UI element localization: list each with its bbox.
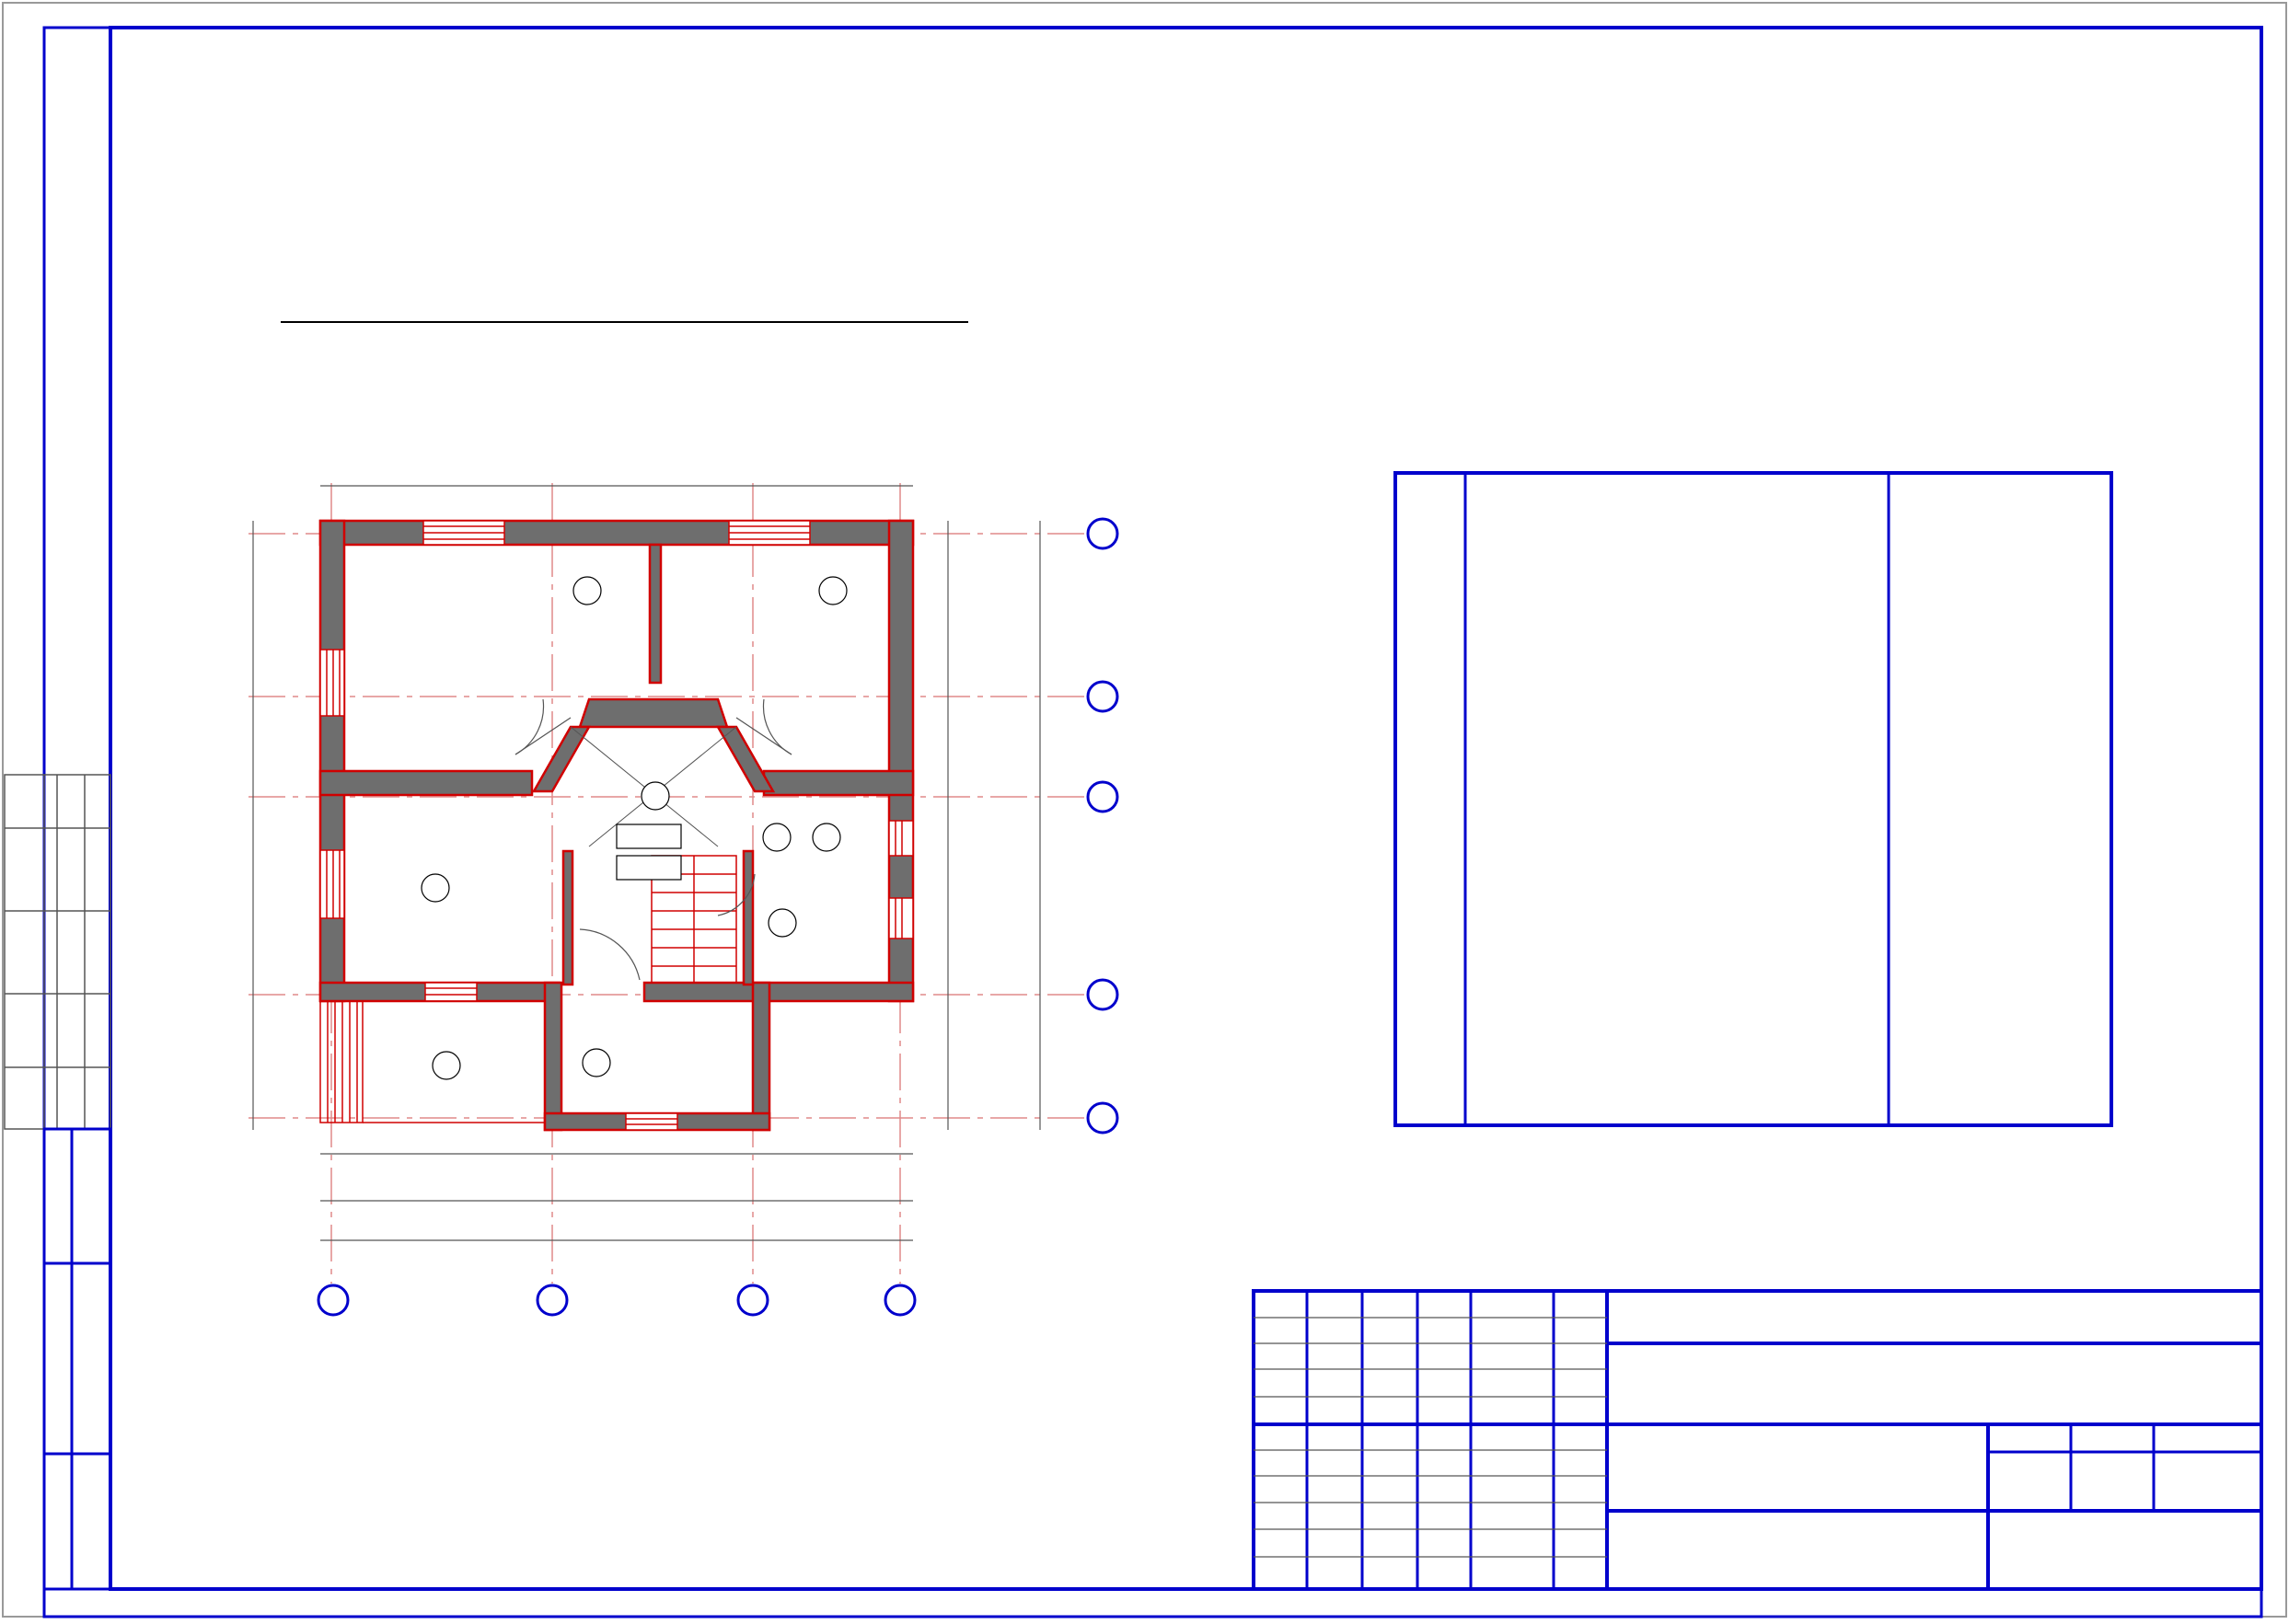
axis-guides bbox=[249, 483, 1086, 1284]
side-stamp bbox=[44, 1129, 110, 1589]
floor-plan bbox=[249, 483, 1117, 1315]
axis-markers bbox=[318, 519, 1117, 1315]
title-block bbox=[1254, 1291, 2261, 1589]
main-frame bbox=[110, 28, 2261, 1589]
explication-table bbox=[1395, 473, 2111, 1125]
agreed-stamp bbox=[5, 775, 110, 1129]
outer-frame bbox=[44, 28, 2261, 1617]
level-marks bbox=[617, 824, 681, 880]
